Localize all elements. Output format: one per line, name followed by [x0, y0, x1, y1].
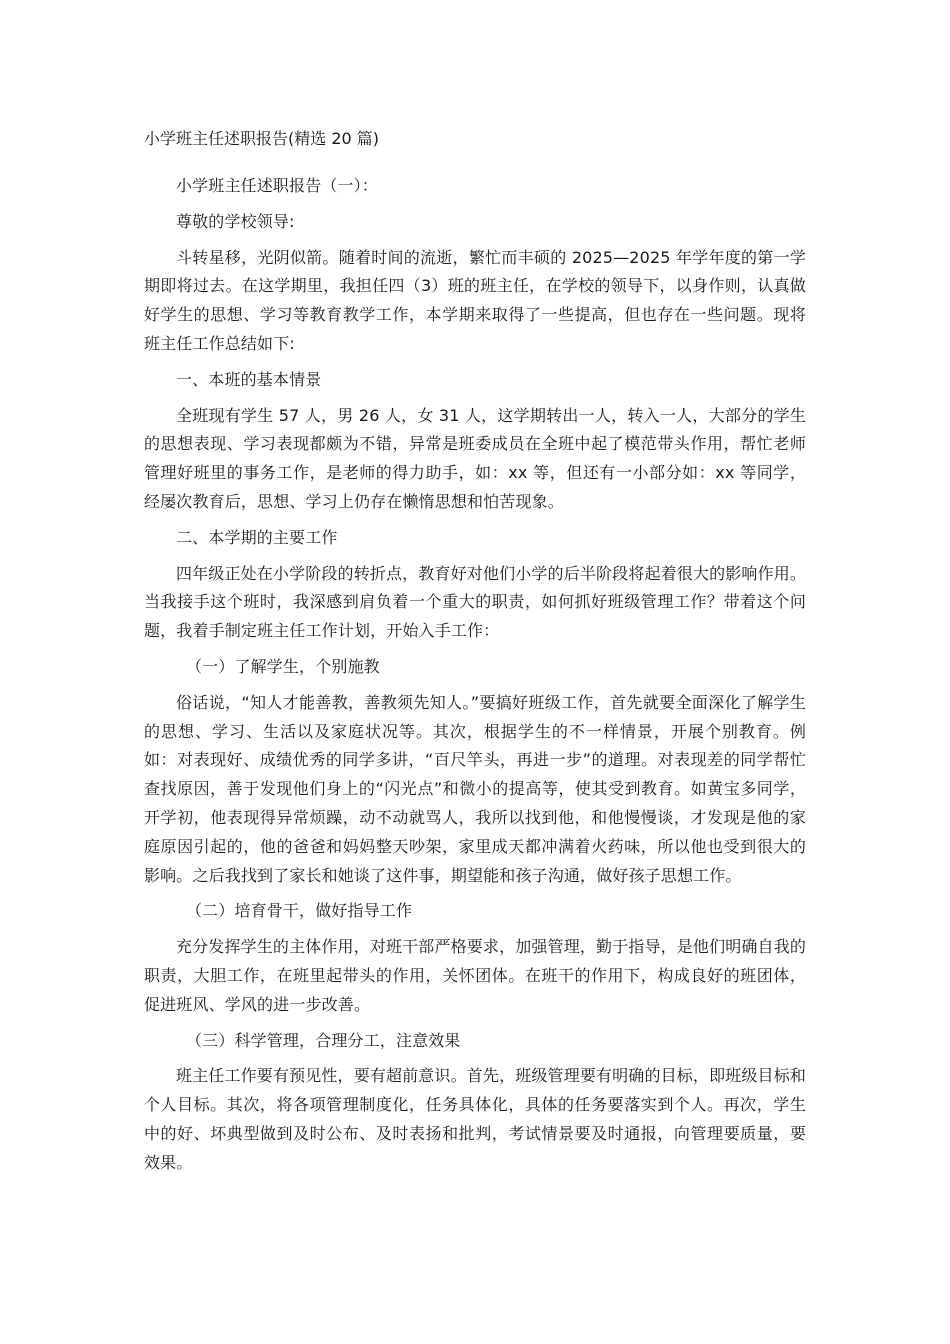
subsection-heading-scientific-management: （三）科学管理，合理分工，注意效果 [186, 1030, 461, 1050]
understand-students-paragraph: 俗话说，“知人才能善教，善教须先知人。”要搞好班级工作，首先就要全面深化了解学生的思想、学习、生活以及家庭状况等。其次，根据学生的不一样情景，开展个别教育。例如：对表现好、成绩优秀的同学多讲，“百尺竿头，再进一步”的道理。对表现差的同学帮忙查找原因，善于发现他们身上的“闪光点”和微小的提高等，使其受到教育。如黄宝多同学，开学初，他表现得异常烦躁，动不动就骂人，我所以找到他，和他慢慢谈，才发现是他的家庭原因引起的，他的爸爸和妈妈整天吵架，家里成天都冲满着火药味，所以他也受到很大的影响。之后我找到了家长和她谈了这件事，期望能和孩子沟通，做好孩子思想工作。 [144, 692, 806, 885]
scientific-management-paragraph: 班主任工作要有预见性，要有超前意识。首先，班级管理要有明确的目标，即班级目标和个人目标。其次，将各项管理制度化，任务具体化，具体的任务要落实到个人。再次，学生中的好、坏典型做到及时公布、及时表扬和批判，考试情景要及时通报，向管理要质量，要效果。 [144, 1066, 806, 1172]
salutation: 尊敬的学校领导: [176, 211, 295, 231]
basic-situation-paragraph: 全班现有学生 57 人，男 26 人，女 31 人，这学期转出一人，转入一人，大部分的学生的思想表现、学习表现都颇为不错，异常是班委成员在全班中起了模范带头作用，帮忙老师管理好班里的事务工作，是老师的得力助手，如：xx 等，但还有一小部分如：xx 等同学，经屡次教育后，思想、学习上仍存在懒惰思想和怕苦现象。 [144, 405, 806, 511]
intro-paragraph: 斗转星移，光阴似箭。随着时间的流逝，繁忙而丰硕的 2025—2025 年学年度的第一学期即将过去。在这学期里，我担任四（3）班的班主任，在学校的领导下，以身作则，认真做好学生的思想、学习等教育教学工作，本学期来取得了一些提高，但也存在一些问题。现将班主任工作总结如下: [144, 247, 806, 353]
report-heading: 小学班主任述职报告（一）： [176, 176, 378, 195]
document-body [144, 127, 806, 1185]
subsection-heading-understand-students: （一）了解学生，个别施教 [186, 656, 380, 676]
subsection-heading-train-backbone: （二）培育骨干，做好指导工作 [186, 901, 413, 921]
main-work-paragraph: 四年级正处在小学阶段的转折点，教育好对他们小学的后半阶段将起着很大的影响作用。当我接手这个班时，我深感到肩负着一个重大的职责，如何抓好班级管理工作？带着这个问题，我着手制定班主任工作计划，开始入手工作： [144, 563, 806, 641]
document-title: 小学班主任述职报告(精选 20 篇) [144, 129, 380, 148]
section-heading-main-work: 二、本学期的主要工作 [176, 527, 338, 547]
section-heading-basic-situation: 一、本班的基本情景 [176, 369, 322, 389]
train-backbone-paragraph: 充分发挥学生的主体作用，对班干部严格要求，加强管理，勤于指导，是他们明确自我的职责，大胆工作，在班里起带头的作用，关怀团体。在班干的作用下，构成良好的班团体，促进班风、学风的进一步改善。 [144, 937, 806, 1014]
